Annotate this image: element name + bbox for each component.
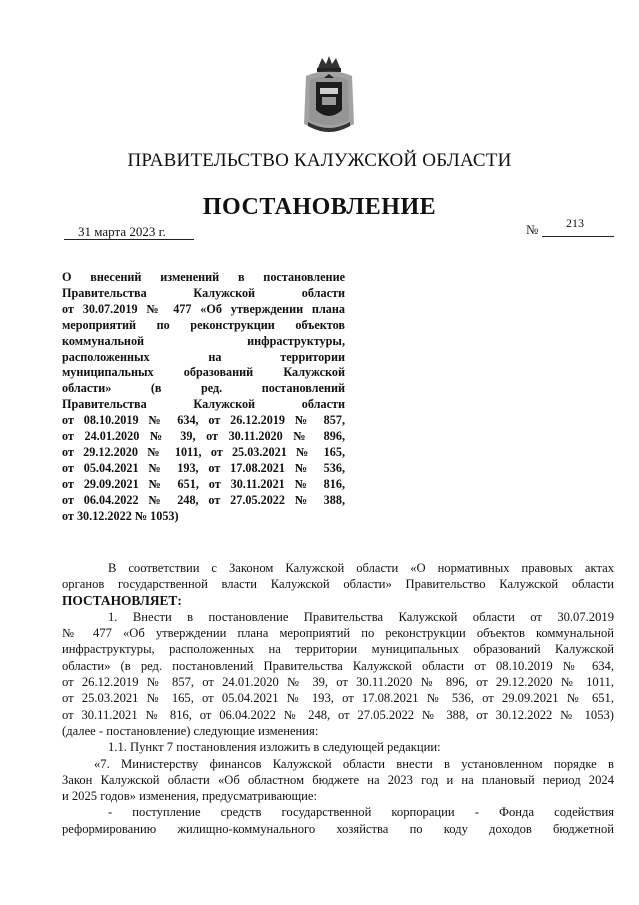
body-line: реформированию жилищно-коммунального хозяйства по коду доходов бюджетной xyxy=(62,821,614,836)
subject-line: от 08.10.2019 № 634, от 26.12.2019 № 857, xyxy=(62,413,345,428)
organization-title: ПРАВИТЕЛЬСТВО КАЛУЖСКОЙ ОБЛАСТИ xyxy=(127,150,512,171)
body-line: В соответствии с Законом Калужской области «О нормативных правовых актах xyxy=(108,561,614,575)
subject-line: от 29.12.2020 № 1011, от 25.03.2021 № 165, xyxy=(62,444,345,459)
subject-line: Правительства Калужской области xyxy=(62,285,345,300)
body-line: от 25.03.2021 № 165, от 05.04.2021 № 193, от 17.08.2021 № 536, от 29.09.2021 № 651, xyxy=(62,691,614,706)
subject-line: области» (в ред. постановлений xyxy=(62,381,345,396)
subject-line: расположенных на территории xyxy=(62,349,345,364)
subject-line: муниципальных образований Калужской xyxy=(62,365,345,380)
body-line: 1.1. Пункт 7 постановления изложить в следующей редакции: xyxy=(108,740,441,755)
preamble-paragraph xyxy=(62,560,614,609)
resolves-heading: ПОСТАНОВЛЯЕТ: xyxy=(62,592,182,608)
body-line: - поступление средств государственной корпорации - Фонда содействия xyxy=(108,805,614,820)
number-sign: № xyxy=(526,222,539,237)
body-line: органов государственной власти Калужской области» Правительство Калужской области xyxy=(62,577,614,592)
number-underline xyxy=(542,236,614,237)
document-date: 31 марта 2023 г. xyxy=(64,224,194,240)
body-line: от 26.12.2019 № 857, от 24.01.2020 № 39, от 30.11.2020 № 896, от 29.12.2020 № 1011, xyxy=(62,675,614,690)
body-line: от 30.11.2021 № 816, от 06.04.2022 № 248, от 27.05.2022 № 388, от 30.12.2022 № 1053) xyxy=(62,707,614,722)
dash-paragraph xyxy=(62,804,614,837)
subject-line: коммунальной инфраструктуры, xyxy=(62,333,345,348)
body-line: области» (в ред. постановлений Правительства Калужской области от 08.10.2019 № 634, xyxy=(62,658,614,673)
body-line: № 477 «Об утверждении плана мероприятий по реконструкции объектов коммунальной xyxy=(62,626,614,641)
document-number xyxy=(526,216,614,240)
subject-line: Правительства Калужской области xyxy=(62,397,345,412)
document-subject xyxy=(62,270,345,525)
subject-line: от 30.07.2019 № 477 «Об утверждении плана xyxy=(62,301,345,316)
document-body xyxy=(62,560,614,837)
subject-line: от 24.01.2020 № 39, от 30.11.2020 № 896, xyxy=(62,429,345,444)
body-line: «7. Министерству финансов Калужской области внести в установленном порядке в xyxy=(94,756,614,771)
document-type-title: ПОСТАНОВЛЕНИЕ xyxy=(202,194,437,220)
body-line: Закон Калужской области «Об областном бюджете на 2023 год и на плановый период 2024 xyxy=(62,772,614,787)
subject-line: от 06.04.2022 № 248, от 27.05.2022 № 388, xyxy=(62,492,345,507)
body-line: инфраструктуры, расположенных на территории муниципальных образований Калужской xyxy=(62,642,614,657)
number-value: 213 xyxy=(566,216,584,230)
subject-line: от 29.09.2021 № 651, от 30.11.2021 № 816, xyxy=(62,476,345,491)
subject-line: от 05.04.2021 № 193, от 17.08.2021 № 536, xyxy=(62,460,345,475)
body-line: (далее - постановление) следующие изменения: xyxy=(62,723,319,738)
subject-line: от 30.12.2022 № 1053) xyxy=(62,508,179,523)
body-line: 1. Внести в постановление Правительства Калужской области от 30.07.2019 xyxy=(108,609,614,624)
coat-of-arms-icon xyxy=(300,54,358,138)
item-1-paragraph xyxy=(62,609,614,739)
item-1-1-paragraph xyxy=(62,739,614,755)
item-7-paragraph xyxy=(62,756,614,805)
subject-line: мероприятий по реконструкции объектов xyxy=(62,317,345,332)
subject-line: О внесений изменений в постановление xyxy=(62,270,345,284)
body-line: и 2025 годов» изменения, предусматривающие: xyxy=(62,789,317,804)
